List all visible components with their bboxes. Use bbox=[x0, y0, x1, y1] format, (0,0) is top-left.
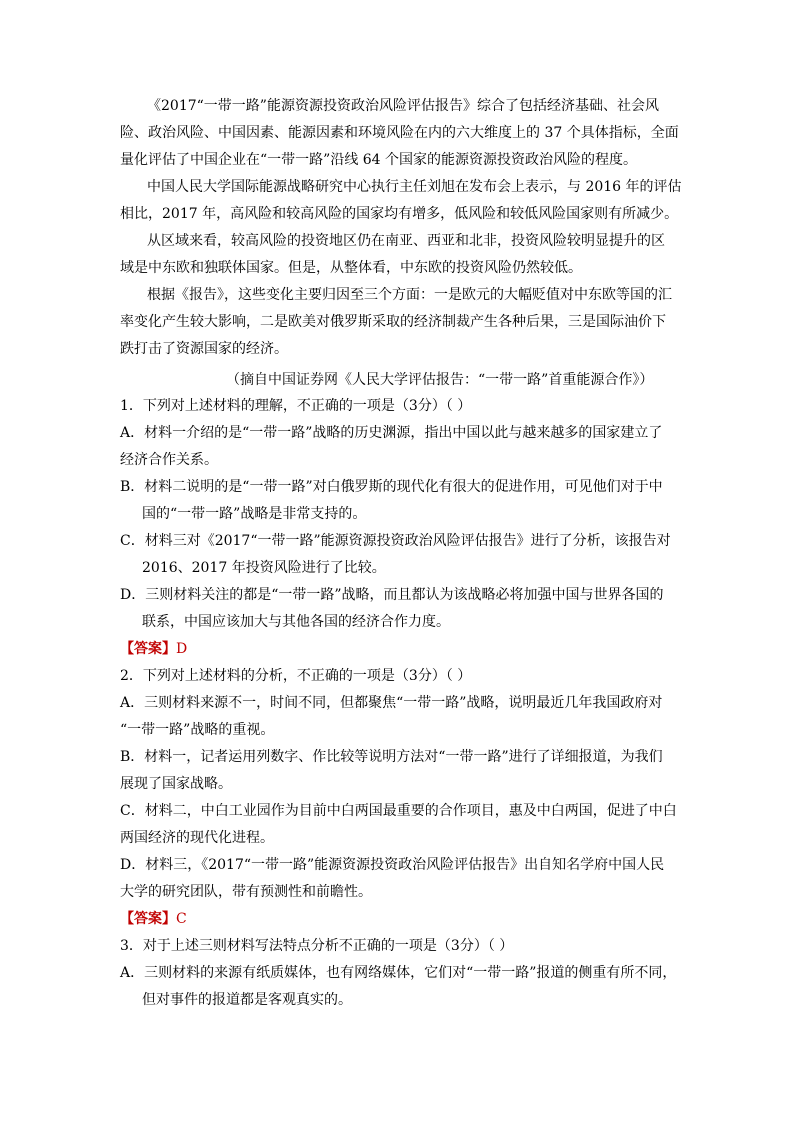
passage-line: 从区域来看，较高风险的投资地区仍在南亚、西亚和北非，投资风险较明显提升的区 bbox=[147, 233, 665, 249]
q2-option-a-cont: “一带一路”战略的重视。 bbox=[120, 722, 275, 738]
question-3-stem: 3．对于上述三则材料写法特点分析不正确的一项是（3分）（ ） bbox=[120, 938, 514, 954]
q2-option-d: D．材料三，《2017“一带一路”能源资源投资政治风险评估报告》出自知名学府中国人民 bbox=[120, 857, 665, 873]
passage-line: 域是中东欧和独联体国家。但是，从整体看，中东欧的投资风险仍然较低。 bbox=[120, 260, 582, 276]
q1-answer bbox=[120, 639, 187, 659]
passage-line: 险、政治风险、中国因素、能源因素和环境风险在内的六大维度上的 37 个具体指标，全面 bbox=[120, 125, 679, 141]
q2-option-c-cont: 两国经济的现代化进程。 bbox=[120, 830, 274, 846]
passage-line: 中国人民大学国际能源战略研究中心执行主任刘旭在发布会上表示，与 2016 年的评估 bbox=[147, 179, 682, 195]
q1-option-a-cont: 经济合作关系。 bbox=[120, 452, 218, 468]
answer-label: 【答案】 bbox=[120, 641, 176, 657]
q1-option-c: C．材料三对《2017“一带一路”能源资源投资政治风险评估报告》进行了分析，该报告对 bbox=[120, 533, 671, 549]
passage-line: 相比，2017 年，高风险和较高风险的国家均有增多，低风险和较低风险国家则有所减少。 bbox=[120, 206, 679, 222]
q1-option-b: B．材料二说明的是“一带一路”对白俄罗斯的现代化有很大的促进作用，可见他们对于中 bbox=[120, 479, 663, 495]
q3-option-a-cont: 但对事件的报道都是客观真实的。 bbox=[142, 992, 352, 1008]
q2-option-d-cont: 大学的研究团队，带有预测性和前瞻性。 bbox=[120, 884, 372, 900]
question-1-stem: 1．下列对上述材料的理解，不正确的一项是（3分）（ ） bbox=[120, 398, 472, 414]
passage-line: 率变化产生较大影响，二是欧美对俄罗斯采取的经济制裁产生各种后果，三是国际油价下 bbox=[120, 314, 666, 330]
passage-line: 根据《报告》，这些变化主要归因至三个方面：一是欧元的大幅贬值对中东欧等国的汇 bbox=[147, 287, 672, 303]
q2-option-a: A．三则材料来源不一，时间不同，但都聚焦“一带一路”战略，说明最近几年我国政府对 bbox=[120, 695, 663, 711]
q1-option-b-cont: 国的“一带一路”战略是非常支持的。 bbox=[142, 506, 367, 522]
q1-option-a: A．材料一介绍的是“一带一路”战略的历史渊源，指出中国以此与越来越多的国家建立了 bbox=[120, 425, 663, 441]
q3-option-a: A．三则材料的来源有纸质媒体，也有网络媒体，它们对“一带一路”报道的侧重有所不同， bbox=[120, 965, 677, 981]
q2-option-c: C．材料二，中白工业园作为目前中白两国最重要的合作项目，惠及中白两国，促进了中白 bbox=[120, 803, 677, 819]
q1-option-d: D．三则材料关注的都是“一带一路”战略，而且都认为该战略必将加强中国与世界各国的 bbox=[120, 587, 664, 603]
answer-label: 【答案】 bbox=[120, 911, 176, 927]
q1-option-c-cont: 2016、2017 年投资风险进行了比较。 bbox=[142, 560, 386, 576]
passage-line: 量化评估了中国企业在“一带一路”沿线 64 个国家的能源资源投资政治风险的程度。 bbox=[120, 152, 638, 168]
answer-value: D bbox=[176, 641, 188, 657]
passage-line: 《2017“一带一路”能源资源投资政治风险评估报告》综合了包括经济基础、社会风 bbox=[147, 98, 659, 114]
answer-value: C bbox=[176, 911, 187, 927]
q2-option-b: B．材料一，记者运用列数字、作比较等说明方法对“一带一路”进行了详细报道，为我们 bbox=[120, 749, 663, 765]
passage-source: （摘自中国证券网《人民大学评估报告：“一带一路”首重能源合作》） bbox=[226, 372, 654, 388]
q2-answer bbox=[120, 909, 187, 929]
q1-option-d-cont: 联系，中国应该加大与其他各国的经济合作力度。 bbox=[142, 614, 450, 630]
q2-option-b-cont: 展现了国家战略。 bbox=[120, 776, 232, 792]
question-2-stem: 2．下列对上述材料的分析，不正确的一项是（3分）（ ） bbox=[120, 668, 472, 684]
passage-line: 跌打击了资源国家的经济。 bbox=[120, 341, 288, 357]
